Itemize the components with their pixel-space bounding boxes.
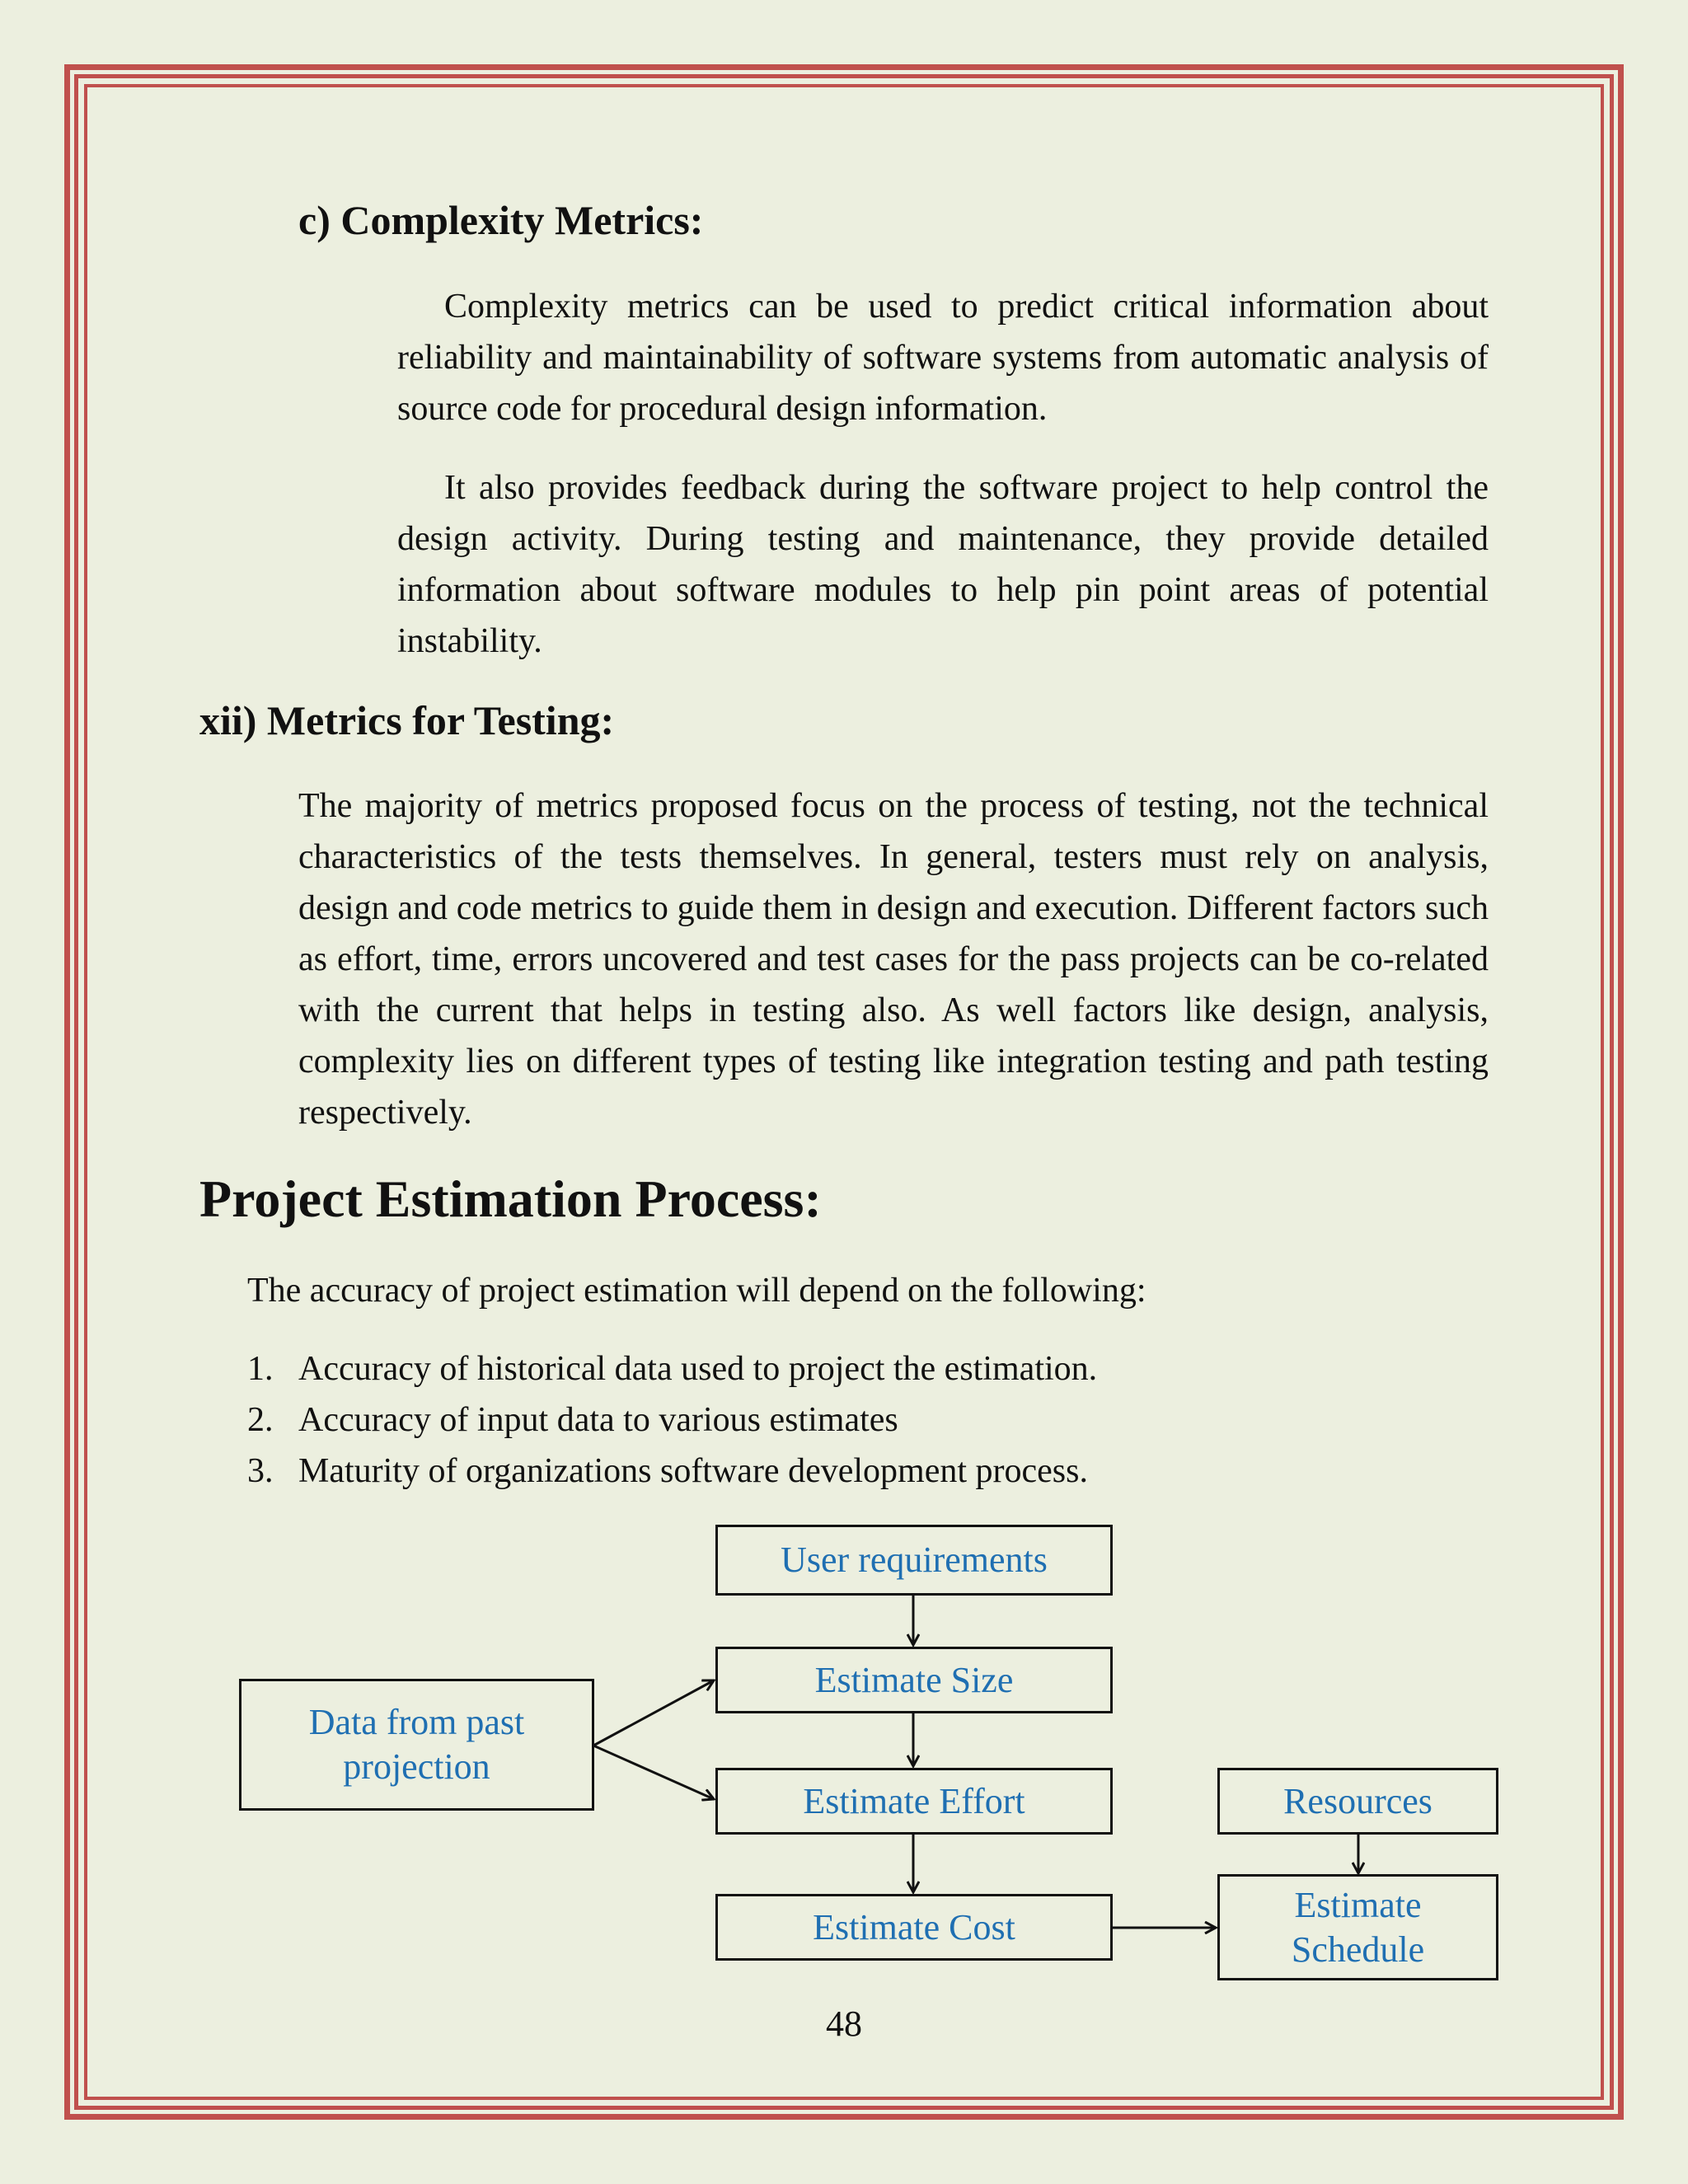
complexity-heading: c) Complexity Metrics: — [298, 197, 704, 243]
arrow-past-to-effort — [593, 1746, 714, 1799]
list-item-number: 1. — [247, 1350, 274, 1388]
box-estimate-size: Estimate Size — [715, 1647, 1113, 1713]
box-estimate-schedule: Estimate Schedule — [1217, 1874, 1498, 1980]
arrow-past-to-size — [593, 1680, 714, 1746]
list-item-number: 2. — [247, 1401, 274, 1439]
box-data-from-past-projection: Data from past projection — [239, 1679, 594, 1811]
list-item-text: Accuracy of input data to various estimates — [298, 1401, 898, 1439]
complexity-paragraph-2: It also provides feedback during the software project to help control the design activity. During testing and maintenance, they provide detailed information about software modules to help pin point areas of potential instability. — [397, 469, 1489, 660]
testing-heading: xii) Metrics for Testing: — [199, 697, 615, 743]
list-item-number: 3. — [247, 1452, 274, 1490]
estimation-heading: Project Estimation Process: — [199, 1169, 822, 1228]
list-item-text: Accuracy of historical data used to project the estimation. — [298, 1350, 1098, 1388]
box-estimate-effort: Estimate Effort — [715, 1768, 1113, 1835]
page-number: 48 — [826, 2004, 862, 2044]
estimation-intro: The accuracy of project estimation will depend on the following: — [247, 1272, 1146, 1310]
box-estimate-cost: Estimate Cost — [715, 1894, 1113, 1961]
complexity-paragraph-1: Complexity metrics can be used to predict critical information about reliability and maintainability of software systems from automatic analysis of source code for procedural design information. — [397, 288, 1489, 428]
box-resources: Resources — [1217, 1768, 1498, 1835]
box-user-requirements: User requirements — [715, 1525, 1113, 1596]
list-item-text: Maturity of organizations software development process. — [298, 1452, 1088, 1490]
testing-paragraph: The majority of metrics proposed focus on the process of testing, not the technical characteristics of the tests themselves. In general, testers must rely on analysis, design and code metrics to guide them in design and execution. Different factors such as effort, time, errors uncovered and test cases for the pass projects can be co-related with the current that helps in testing also. As well factors like design, analysis, complexity lies on different types of testing like integration testing and path testing respectively. — [298, 787, 1489, 1132]
